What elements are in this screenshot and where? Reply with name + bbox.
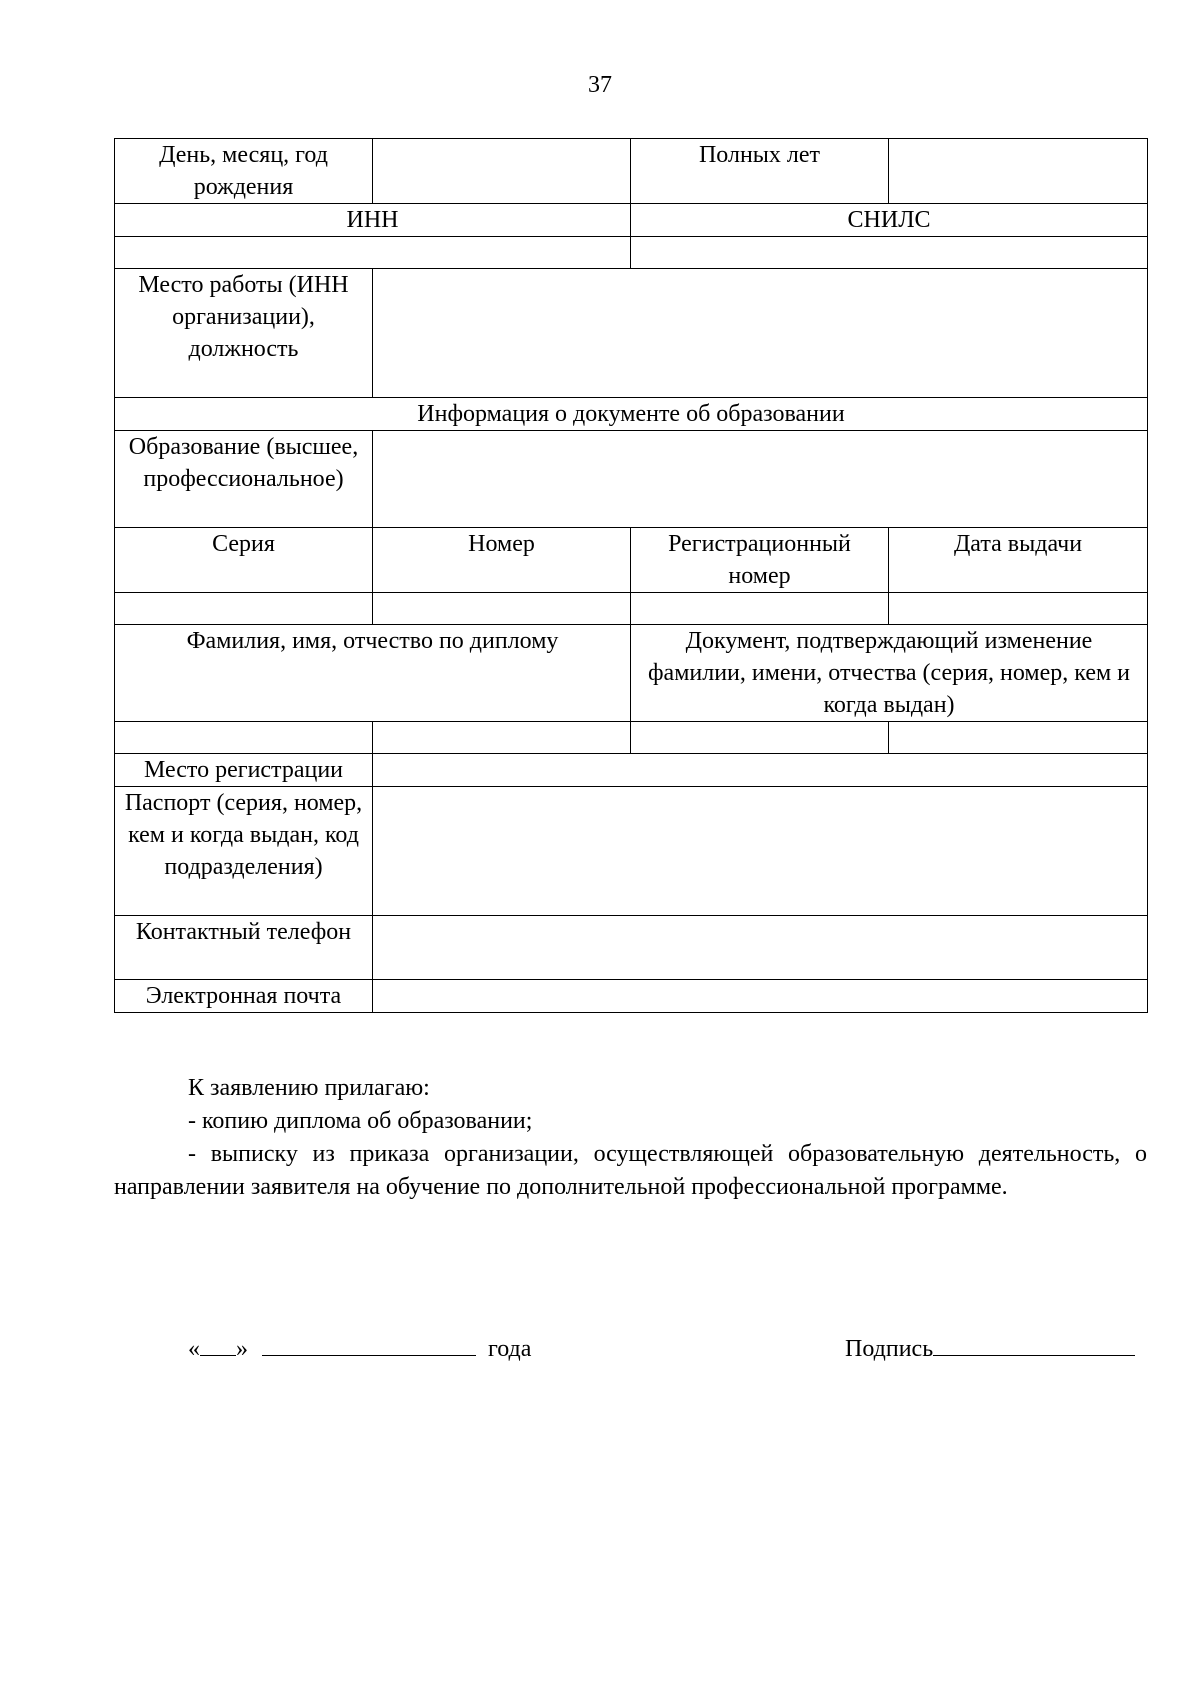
snils-field[interactable] xyxy=(631,237,1148,269)
number-label: Номер xyxy=(373,528,631,593)
diploma-name-field-1[interactable] xyxy=(115,722,373,754)
attachment-item-diploma: - копию диплома об образовании; xyxy=(188,1108,533,1134)
birth-date-field[interactable] xyxy=(373,139,631,204)
quote-open: « xyxy=(188,1336,200,1362)
inn-label: ИНН xyxy=(115,204,631,237)
passport-label: Паспорт (серия, номер, кем и когда выдан, код подразделения) xyxy=(115,787,373,916)
attachment-item-order-extract: - выписку из приказа организации, осуществляющей образовательную деятельность, о направлении заявителя на обучение по дополнительной профессиональной программе. xyxy=(114,1141,1147,1200)
reg-number-field[interactable] xyxy=(631,593,889,625)
signature-blank[interactable] xyxy=(933,1331,1135,1356)
signature-block xyxy=(845,1331,1135,1366)
birth-date-label: День, месяц, год рождения xyxy=(115,139,373,204)
reg-number-label: Регистрационный номер xyxy=(631,528,889,593)
full-years-field[interactable] xyxy=(889,139,1148,204)
name-change-doc-label: Документ, подтверждающий изменение фамилии, имени, отчества (серия, номер, кем и когда выдан) xyxy=(631,625,1148,722)
education-field[interactable] xyxy=(373,431,1148,528)
signature-label: Подпись xyxy=(845,1336,934,1362)
workplace-label: Место работы (ИНН организации), должность xyxy=(115,269,373,398)
attachments-intro: К заявлению прилагаю: xyxy=(188,1075,430,1101)
registration-place-field[interactable] xyxy=(373,754,1148,787)
name-change-field-1[interactable] xyxy=(631,722,889,754)
full-years-label: Полных лет xyxy=(631,139,889,204)
name-change-field-2[interactable] xyxy=(889,722,1148,754)
diploma-name-label: Фамилия, имя, отчество по диплому xyxy=(115,625,631,722)
workplace-field[interactable] xyxy=(373,269,1148,398)
phone-label: Контактный телефон xyxy=(115,916,373,980)
month-blank[interactable] xyxy=(262,1331,476,1356)
diploma-name-field-2[interactable] xyxy=(373,722,631,754)
registration-place-label: Место регистрации xyxy=(115,754,373,787)
number-field[interactable] xyxy=(373,593,631,625)
day-blank[interactable] xyxy=(200,1331,236,1356)
series-field[interactable] xyxy=(115,593,373,625)
inn-field[interactable] xyxy=(115,237,631,269)
page-number: 37 xyxy=(588,72,612,98)
education-doc-header: Информация о документе об образовании xyxy=(115,398,1148,431)
email-field[interactable] xyxy=(373,980,1148,1013)
quote-close: » xyxy=(236,1336,248,1362)
snils-label: СНИЛС xyxy=(631,204,1148,237)
application-form-table xyxy=(114,138,1148,1013)
issue-date-field[interactable] xyxy=(889,593,1148,625)
issue-date-label: Дата выдачи xyxy=(889,528,1148,593)
date-block xyxy=(188,1331,531,1366)
passport-field[interactable] xyxy=(373,787,1148,916)
education-label: Образование (высшее, профессиональное) xyxy=(115,431,373,528)
year-word: года xyxy=(488,1336,532,1362)
phone-field[interactable] xyxy=(373,916,1148,980)
series-label: Серия xyxy=(115,528,373,593)
email-label: Электронная почта xyxy=(115,980,373,1013)
attachments-section xyxy=(114,1072,1147,1204)
